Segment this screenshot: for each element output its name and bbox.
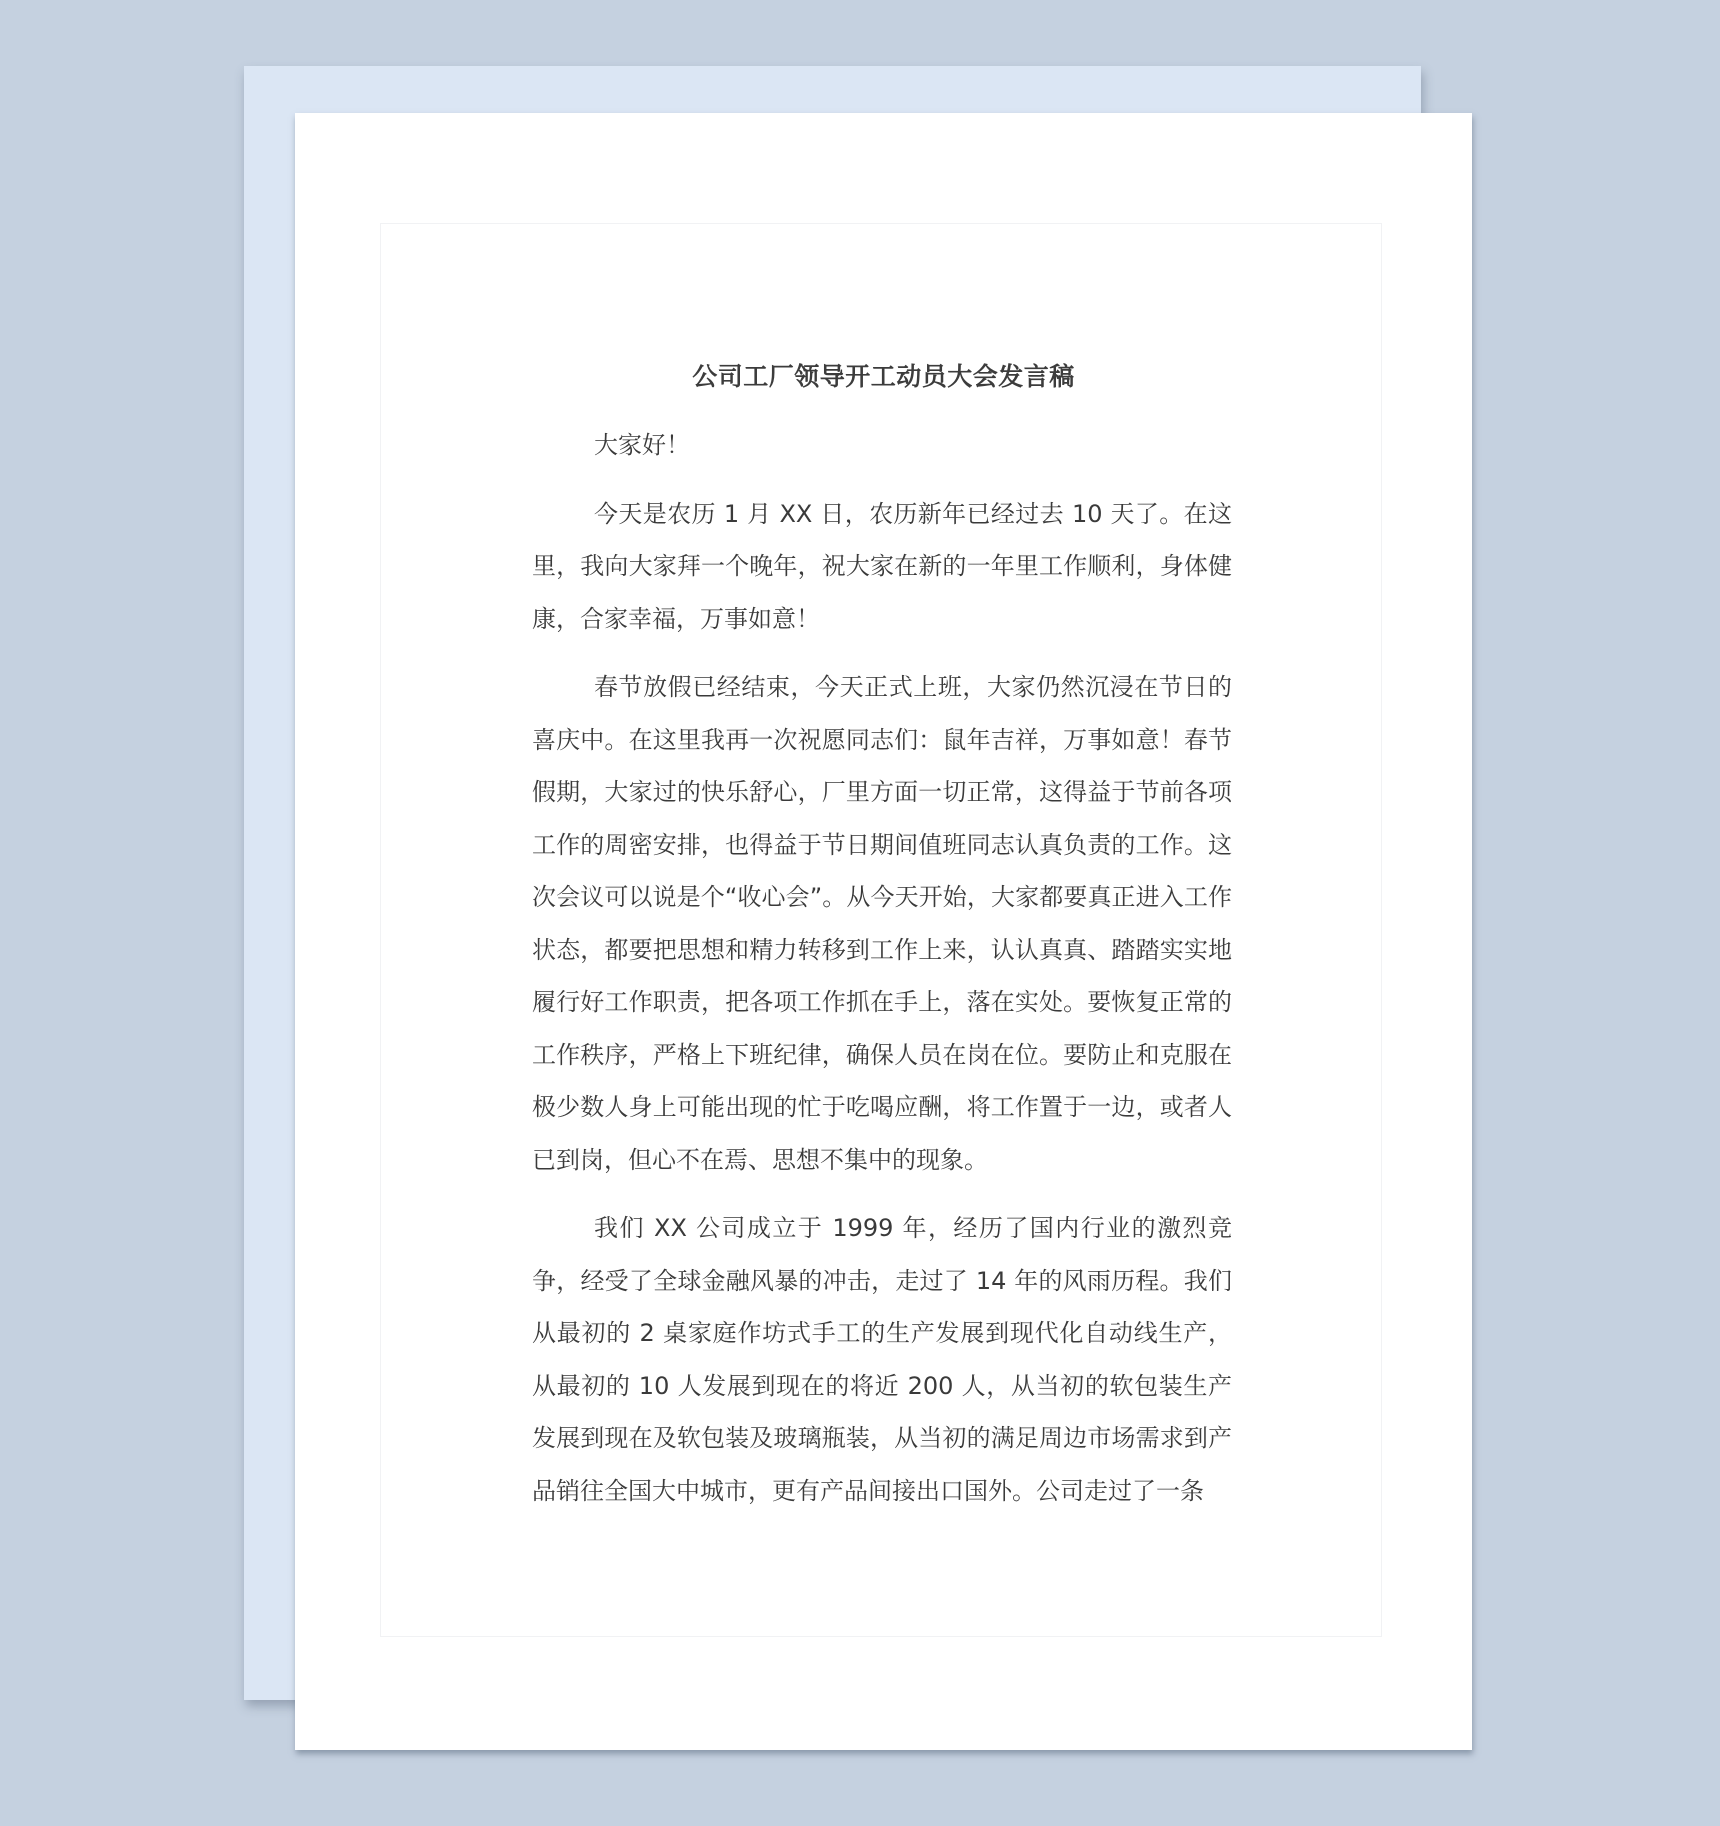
- paragraph-greeting: 大家好！: [594, 431, 690, 459]
- paragraph-work-resumption: 春节放假已经结束，今天正式上班，大家仍然沉浸在节日的喜庆中。在这里我再一次祝愿同志们：鼠年吉祥，万事如意！春节假期，大家过的快乐舒心，厂里方面一切正常，这得益于节前各项工作的周密安排，也得益于节日期间值班同志认真负责的工作。这次会议可以说是个“收心会”。从今天开始，大家都要真正进入工作状态，都要把思想和精力转移到工作上来，认认真真、踏踏实实地履行好工作职责，把各项工作抓在手上，落在实处。要恢复正常的工作秩序，严格上下班纪律，确保人员在岗在位。要防止和克服在极少数人身上可能出现的忙于吃喝应酬，将工作置于一边，或者人已到岗，但心不在焉、思想不集中的现象。: [532, 673, 1232, 1174]
- document-body: [532, 419, 1232, 1533]
- document-page: [295, 113, 1472, 1750]
- paragraph-new-year-wishes: 今天是农历 1 月 XX 日，农历新年已经过去 10 天了。在这里，我向大家拜一个晚年，祝大家在新的一年里工作顺利，身体健康，合家幸福，万事如意！: [532, 499, 1232, 633]
- paragraph-company-history: 我们 XX 公司成立于 1999 年，经历了国内行业的激烈竞争，经受了全球金融风暴的冲击，走过了 14 年的风雨历程。我们从最初的 2 桌家庭作坊式手工的生产发展到现代化自动线生产，从最初的 10 人发展到现在的将近 200 人，从当初的软包装生产发展到现在及软包装及玻璃瓶装，从当初的满足周边市场需求到产品销往全国大中城市，更有产品间接出口国外。公司走过了一条: [532, 1214, 1232, 1505]
- document-title: 公司工厂领导开工动员大会发言稿: [692, 362, 1075, 391]
